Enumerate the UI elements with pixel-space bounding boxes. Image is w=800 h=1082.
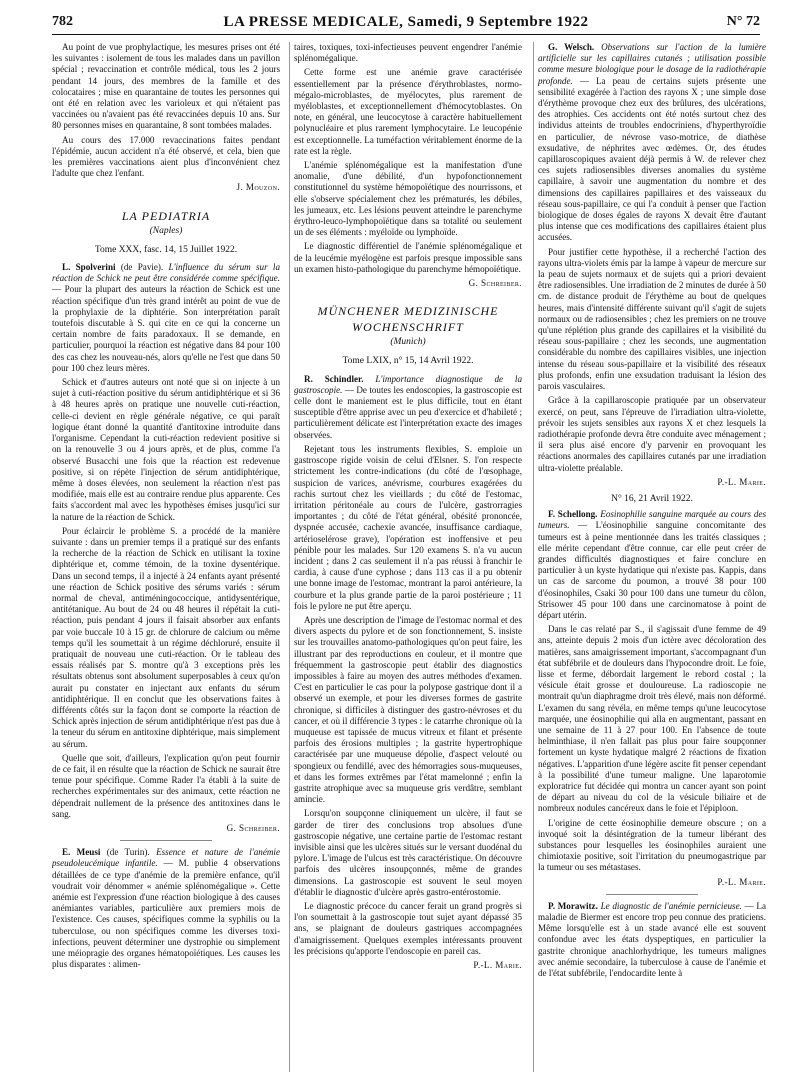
paragraph: L'anémie splénomégalique est la manifestation d'une anomalie, d'une débilité, d'un hypofonctionnement constitutionnel du système hémopoïétique des nourrissons, et elle s'observe spécialement chez les prématurés, les débiles, les jumeaux, etc. Les lésions peuvent atteindre le parenchyme érythro-leuco-lymphopoïétique dans sa totalité ou seulement un de ses éléments : myéloïde ou lymphoïde. xyxy=(294,160,522,238)
paragraph: taires, toxiques, toxi-infectieuses peuvent engendrer l'anémie splénomégalique. xyxy=(294,42,522,64)
article-title: Essence et nature de l'anémie pseudoleucémique infantile. xyxy=(52,847,280,869)
journal-title-line-2: WOCHENSCHRIFT xyxy=(352,320,464,335)
paragraph: Le diagnostic différentiel de l'anémie splénomégalique et de la leucémie myélogène est parfois presque impossible sans un examen histo-pathologique du parenchyme hémopoïétique. xyxy=(294,241,522,274)
journal-city: (Munich) xyxy=(390,337,426,348)
article-title: Eosinophilie sanguine marquée au cours des tumeurs. xyxy=(538,509,766,531)
article-abstract xyxy=(294,374,522,441)
journal-issue: Tome XXX, fasc. 14, 15 Juillet 1922. xyxy=(94,244,238,255)
column-3 xyxy=(533,42,766,1072)
article-abstract xyxy=(52,262,280,374)
issue-date: Samedi, 9 Septembre 1922 xyxy=(407,14,589,30)
article-text: — L'éosinophilie sanguine concomitante des tumeurs est à peine mentionnée dans les traités classiques ; elle mérite cependant d'être connue, car elle peut créer de grandes difficultés diagnostiques et faire conclure en particulier à un kyste hydatique qui n'existe pas. Kappis, dans un cas de sarcome du poumon, a trouvé 38 pour 100 d'éosinophiles, Csaki 30 pour 100 dans une tumeur du côlon, Strisower 45 pour 100 dans une carcinomatose à point de départ utérin. xyxy=(538,520,766,620)
signature: P.-L. Marie. xyxy=(473,960,522,971)
article-text: — Pour la plupart des auteurs la réaction de Schick est une réaction spécifique d'un très grand intérêt au point de vue de la prophylaxie de la diphtérie. Son interprétation paraît toutefois discutable à S. qui cite en ce qui la concerne un certain nombre de faits paradoxaux. Il se demande, en particulier, pourquoi la réaction est négative dans 84 pour 100 des cas chez les nouveau-nés, alors qu'elle ne l'est que dans 50 pour 100 chez leurs mères. xyxy=(52,284,280,373)
journal-section-title xyxy=(294,303,522,335)
paragraph: Grâce à la capillaroscopie pratiquée par un observateur exercé, on peut, sans l'épreuve de l'irradiation ultra-violette, prévoir les sujets sensibles aux rayons X et chez lesquels la radiothérapie profonde devra être conduite avec ménagement ; il sera plus aisé encore d'y parvenir en provoquant les réactions anormales des capillaires cutanés par une irradiation ultra-violette préalable. xyxy=(538,395,766,473)
paragraph: Pour justifier cette hypothèse, il a recherché l'action des rayons ultra-violets émis par la lampe à vapeur de mercure sur la peau de sujets normaux et de sujets qui a priori devaient être radiosensibles. Une irradiation de 2 minutes de durée à 50 cm. de distance produit de l'érythème au bout de quelques heures, mais d'intensité différente suivant qu'il s'agit de sujets normaux ou de radiosensibles ; chez les premiers on ne trouve qu'une réplétion plus grande des capillaires et la visibilité du réseau sous-papillaire ; chez les seconds, une augmentation considérable du nombre des capillaires visibles, une injection intense du réseau sous-papillaire et la visibilité des réseaux plus profonds, enfin une exsudation traduisant la lésion des parois vasculaires. xyxy=(538,246,766,392)
paragraph: Lorsqu'on soupçonne cliniquement un ulcère, il faut se garder de tirer des conclusions trop absolues d'une gastroscopie négative, une certaine partie de l'estomac restant invisible ainsi que les ulcères situés sur le versant duodénal du pylore. L'image de l'ulcus est très caractéristique. On découvre parfois des ulcères insoupçonnés, même de grandes dimensions. La gastroscopie est souvent le seul moyen d'établir le diagnostic d'ulcère après gastro-entérostomie. xyxy=(294,808,522,897)
divider xyxy=(120,840,211,841)
journal-city: (Naples) xyxy=(149,225,183,236)
signature: G. Schreiber. xyxy=(226,823,280,833)
article-text: — La maladie de Biermer est encore trop peu connue des praticiens. Même lorsqu'elle est à un stade avancé elle est souvent confondue avec les états dyspeptiques, en particulier la gastrite chronique anachlorhydrique, les tumeurs malignes avec anémie secondaire, la tuberculose à cause de l'anémie et de l'état subfébrile, l'endocardite lente à xyxy=(538,900,766,979)
divider xyxy=(606,894,697,895)
article-title: Observations sur l'action de la lumière artificielle sur les capillaires cutanés ; utilisation possible comme mesure biologique pour le dosage de la radiothérapie profonde. xyxy=(538,42,766,86)
paragraph: Quelle que soit, d'ailleurs, l'explication qu'on peut fournir de ce fait, il en résulte que la réaction de Schick ne saurait être tenue pour spécifique. Comme Rader l'a établi à la suite de recherches expérimentales sur des animaux, cette réaction ne dépendrait nullement de la présence des antitoxines dans le sang. xyxy=(52,752,280,819)
paragraph: Après une description de l'image de l'estomac normal et des divers aspects du pylore et de son fonctionnement, S. insiste sur les trouvailles anatomo-pathologiques qu'on peut faire, les illustrant par des reproductions en couleur, et il montre que fréquemment la gastroscopie peut établir des diagnostics impossibles à faire au moyen des autres méthodes d'examen. C'est en particulier le cas pour la polypose gastrique dont il a observé un exemple, et pour les diverses formes de gastrite chronique, si difficiles à distinguer des gastro-névroses et du cancer, et où il différencie 3 types : le catarrhe chronique où la muqueuse est tapissée de mucus vitreux et filant et présente parfois des érosions multiples ; la gastrite hypertrophique caractérisée par une muqueuse dépolie, d'aspect velouté ou spongieux ou fendillé, avec des hémorragies sous-muqueuses, et dans les formes extrêmes par l'état mamelonné ; enfin la gastrite atrophique avec sa muqueuse gris verdâtre, semblant amincie. xyxy=(294,614,522,805)
paragraph: Dans le cas relaté par S., il s'agissait d'une femme de 49 ans, atteinte depuis 2 mois d'un ictère avec décoloration des matières, sans amaigrissement important, s'accompagnant d'un état subfébrile et de douleurs dans l'hypocondre droit. Le foie, lisse et ferme, débordait largement le rebord costal ; la vésicule était grosse et douloureuse. La radioscopie ne montrait qu'un diaphragme droit très élevé, mais non déformé. L'examen du sang révéla, en même temps qu'une leucocytose marquée, une éosinophilie qui alla en augmentant, passant en une semaine de 11 à 27 pour 100. En l'absence de toute helminthiase, il n'en fallait pas plus pour faire soupçonner fortement un kyste hydatique malgré 2 réactions de fixation négatives. L'apparition d'une légère ascite fit penser cependant à la possibilité d'une tumeur maligne. Une laparotomie exploratrice fut décidée qui montra un cancer ayant son point de départ au niveau du col de la vésicule biliaire et de nombreux nodules cancéreux dans le foie et l'épiploon. xyxy=(538,624,766,814)
article-author: L. Spolverini xyxy=(62,262,116,273)
journal-header xyxy=(52,14,760,31)
article-title: L'importance diagnostique de la gastroscopie. xyxy=(294,373,522,395)
paragraph: Rejetant tous les instruments flexibles, S. emploie un gastroscope rigide voisin de celui d'Elsner. S. l'on respecte strictement les contre-indications (du côté de l'œsophage, suspicion de varices, anévrisme, courbures exagérées du rachis surtout chez les vieillards ; du côté de l'estomac, irritation péritonéale au cours de l'ulcère, gastrorragies importantes ; du côté de l'état général, obésité prononcée, dyspnée accusée, cachexie avancée, insuffisance cardiaque, artérioselérose grave), l'opération est inoffensive et peu pénible pour les malades. Sur 120 examens S. n'a vu aucun incident ; dans 2 cas seulement il n'a pas réussi à franchir le cardia, à cause d'une cyphose ; dans 113 cas il a pu obtenir une bonne image de l'estomac, montrant la paroi antérieure, la courbure et la plus grande partie de la paroi postérieure ; 11 fois le pylore ne put être aperçu. xyxy=(294,443,522,611)
column-1 xyxy=(52,42,280,1072)
paragraph: Cette forme est une anémie grave caractérisée essentiellement par la présence d'érythroblastes, normo-mégalo-microblastes, de myélocytes, plus rarement de myéloblastes, et exceptionnellement d'hémocytoblastes. On note, en général, une leucocytose à caractère habituellement polynucléaire et plus rarement lymphocytaire. Le leucopénie est exceptionnelle. La tuméfaction véritablement énorme de la rate est la règle. xyxy=(294,67,522,156)
article-abstract xyxy=(538,901,766,979)
journal-issue: Tome LXIX, n° 15, 14 Avril 1922. xyxy=(342,356,474,367)
article-text: — M. publie 4 observations détaillées de ce type d'anémie de la première enfance, qu'il voudrait voir dénommer « anémie splénomégalique ». Cette anémie est l'expression d'une réaction biologique à des causes anémiantes variables, particulière aux premiers mois de l'existence. Ces causes, spécifiques comme la syphilis ou la tuberculose, ou non spécifiques comme les diverses toxi-infections, peuvent déterminer une dystrophie ou simplement une méiopragie des organes hématopoïétiques. Les causes les plus disparates : alimen- xyxy=(52,858,280,970)
article-origin: (de Pavie). xyxy=(115,262,169,273)
journal-name: LA PRESSE MEDICALE, xyxy=(223,14,404,30)
paragraph: Au point de vue prophylactique, les mesures prises ont été les suivantes : isolement de tous les malades dans un pavillon spécial ; revaccination et contrôle médical, tous les 2 jours pendant 14 jours, des membres de la famille et des colocataires ; mise en quarantaine de toutes les personnes qui ont été en relation avec les varioleux et qui n'étaient pas vaccinées ou n'avaient pas été revaccinées depuis 10 ans. Sur 80 personnes mises en quarantaine, 8 sont tombées malades. xyxy=(52,42,280,131)
journal-issue: N° 16, 21 Avril 1922. xyxy=(611,493,693,504)
article-abstract xyxy=(538,509,766,621)
article-origin: (de Turin). xyxy=(100,847,157,858)
page-number: 782 xyxy=(52,14,73,29)
article-author: R. Schindler. xyxy=(304,373,364,384)
signature: G. Schreiber. xyxy=(468,278,522,289)
page-header xyxy=(52,12,760,35)
journal-title-line-1: MÜNCHENER MEDIZINISCHE xyxy=(317,304,499,319)
article-author: P. Morawitz. xyxy=(548,900,598,911)
paragraph: Au cours des 17.000 revaccinations faites pendant l'épidémie, aucun accident n'a été observé, et cela, bien que les premières vaccinations aient plus d'inconvénient chez l'adulte que chez l'enfant. xyxy=(52,134,280,179)
article-abstract xyxy=(52,847,280,970)
signature: J. Mouzon. xyxy=(236,182,280,193)
article-author: G. Welsch. xyxy=(548,42,595,52)
article-text: — La peau de certains sujets présente une sensibilité exagérée à l'action des rayons X ; une simple dose d'érythème provoque chez eux des brûlures, des ulcérations, des atrophies. Ces accidents ont été notés surtout chez des individus atteints de troubles endocriniens, d'hyperthyroïdie en particulier, de névrose vaso-motrice, de diathèse exsudative, de néphrites avec œdèmes. Or, des études capillaroscopiques avaient déjà permis à W. de relever chez ces sujets radiosensibles diverses anomalies du système capillaire, à savoir une augmentation du nombre et des dimensions des capillaires papillaires et des vaisseaux du réseau sous-papillaire, ce qui l'a conduit à penser que l'action biologique de doses égales de rayons X devait être d'autant plus intense que ces modifications des capillaires étaient plus accusées. xyxy=(538,75,766,243)
issue-number: N° 72 xyxy=(726,14,760,29)
paragraph: L'origine de cette éosinophilie demeure obscure ; on a invoqué soit la désintégration de la tumeur libérant des substances pour lesquelles les éosinophiles auraient une chimiotaxie positive, soit l'irritation du pneumogastrique par la tumeur ou ses métastases. xyxy=(538,817,766,873)
article-title: L'influence du sérum sur la réaction de Schick ne peut être considérée comme spécifique. xyxy=(52,262,280,284)
article-abstract xyxy=(538,42,766,244)
article-author: E. Meusi xyxy=(62,847,101,858)
article-title: Le diagnostic de l'anémie pernicieuse. xyxy=(600,900,742,911)
paragraph: Schick et d'autres auteurs ont noté que si on injecte à un sujet à cuti-réaction positive du sérum antidiphtérique et si 36 à 48 heures après on pratique une nouvelle cuti-réaction, celle-ci devient en règle générale négative, ce qui paraît logique étant donné la quantité d'antitoxine introduite dans l'organisme. Cependant la cuti-réaction redevient positive si on la renouvelle 3 ou 4 jours après, et de plus, comme l'a observé Busacchi une fois que la réaction est redevenue positive, si on répète l'injection de sérum antidiphtérique, même à doses élevées, non seulement la réaction n'est pas modifiée, mais elle est au contraire rendue plus apparente. Ces faits s'accordent mal avec les hypothèses émises jusqu'ici sur la nature de la réaction de Schick. xyxy=(52,377,280,522)
column-2 xyxy=(289,42,522,1072)
signature: P.-L. Marie. xyxy=(717,476,766,487)
paragraph: Pour éclaircir le problème S. a procédé de la manière suivante : dans un premier temps il a pratiqué sur des enfants la recherche de la réaction de Schick en utilisant la toxine diphtérique et, comme témoin, de la toxine dysentérique. Dans un second temps, il a injecté à 24 enfants ayant présenté une réaction de Schick positive des sérums variés : sérum normal de cheval, antiméningococcique, antidysentérique, antitétanique. Au bout de 24 ou 48 heures il répétait la cuti-réaction, puis pendant 4 jours il faisait absorber aux enfants par voie buccale 10 à 15 gr. de chlorure de calcium ou même temps qu'il les soumettait à un régime déchloruré, ensuite il pratiquait de nouveau une cuti-réaction. Or le tableau des essais réalisés par S. montre qu'à 3 exceptions près les résultats obtenus sont absolument superposables à ceux qu'on aurait pu constater en injectant aux enfants du sérum antidiphtérique. Il en conclut que les observations faites à différents côtés sur la façon dont se comporte la réaction de Schick après injection de sérum antidiphtérique n'est pas due à la teneur du sérum en antitoxine diphtérique, mais simplement au sérum. xyxy=(52,525,280,749)
article-text: — De toutes les endoscopies, la gastroscopie est celle dont le maniement est le plus difficile, tout en étant susceptible d'être apprise avec un peu d'exercice et d'habileté ; particulièrement délicate est l'interprétation exacte des images observées. xyxy=(294,384,522,440)
paragraph: Le diagnostic précoce du cancer ferait un grand progrès si l'on soumettait à la gastroscopie tout sujet ayant dépassé 35 ans, se plaignant de douleurs gastriques accompagnées d'amaigrissement. Quelques exemples intéressants prouvent les précisions qu'apporte l'endoscopie en pareil cas. xyxy=(294,901,522,956)
signature: P.-L. Marie. xyxy=(717,876,766,887)
article-author: F. Schellong. xyxy=(548,509,598,520)
journal-section-title: LA PEDIATRIA xyxy=(121,208,211,223)
